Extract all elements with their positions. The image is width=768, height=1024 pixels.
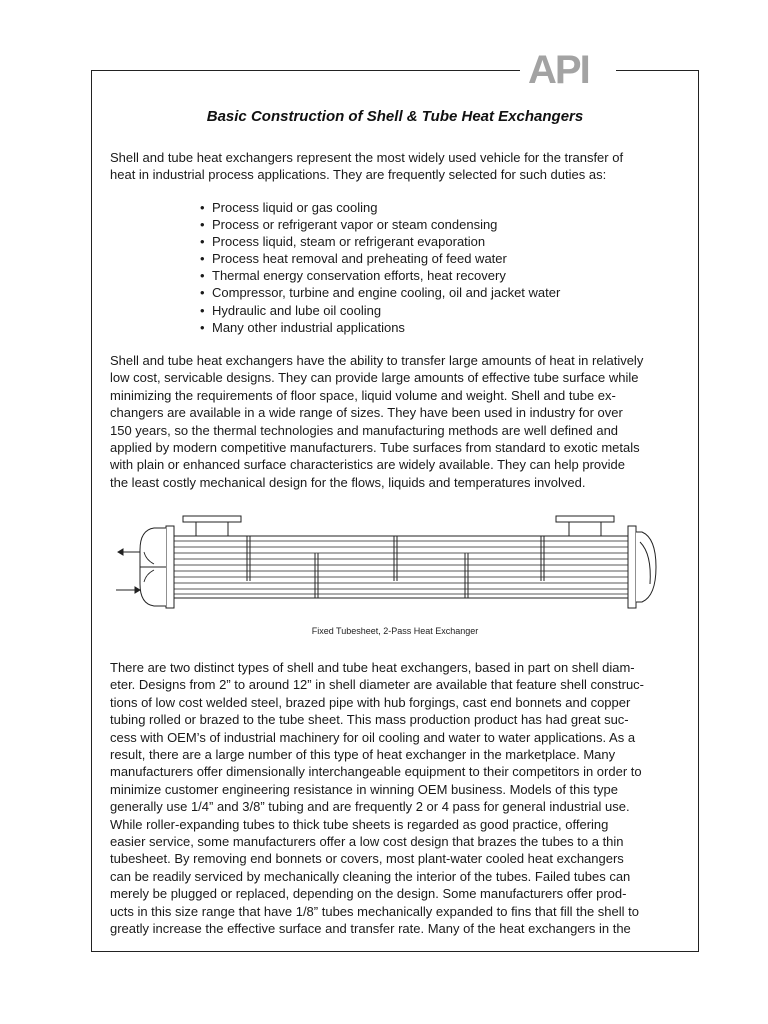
list-item: • Hydraulic and lube oil cooling — [200, 302, 560, 319]
list-item: • Compressor, turbine and engine cooling, oil and jacket water — [200, 284, 560, 301]
text-line: low cost, servicable designs. They can provide large amounts of effective tube surface while — [110, 370, 639, 386]
text-line: manufacturers offer dimensionally interchangeable equipment to their competitors in order to — [110, 764, 642, 780]
text-line: cess with OEM’s of industrial machinery for oil cooling and water to water applications. As a — [110, 729, 636, 745]
heat-exchanger-diagram — [110, 508, 660, 620]
text-line: heat in industrial process applications. They are frequently selected for such duties as: — [110, 167, 607, 183]
outlet-nozzle-neck — [569, 522, 601, 536]
text-line: tubing rolled or brazed to the tube sheet. This mass production product has had great suc- — [110, 712, 629, 728]
text-line: eter. Designs from 2” to around 12” in shell diameter are available that feature shell construc- — [110, 677, 644, 693]
text-line: result, there are a large number of this type of heat exchanger in the marketplace. Many — [110, 747, 616, 763]
list-item: • Thermal energy conservation efforts, heat recovery — [200, 267, 560, 284]
outlet-nozzle — [556, 516, 614, 522]
text-line: generally use 1/4” and 3/8” tubing and are frequently 2 or 4 pass for general industrial use. — [110, 799, 630, 815]
text-line: applied by modern competitive manufacturers. Tube surfaces from standard to exotic metals — [110, 440, 640, 456]
text-line: Shell and tube heat exchangers have the ability to transfer large amounts of heat in relatively — [110, 353, 644, 368]
right-bonnet — [636, 532, 656, 602]
inlet-nozzle — [183, 516, 241, 522]
text-line: changers are available in a wide range of sizes. They have been used in industry for over — [110, 405, 623, 421]
list-item: • Process or refrigerant vapor or steam condensing — [200, 216, 560, 233]
text-line: the least costly mechanical design for the flows, liquids and temperatures involved. — [110, 474, 586, 490]
text-line: tubesheet. By removing end bonnets or covers, most plant-water cooled heat exchangers — [110, 851, 624, 867]
text-line: can be readily serviced by mechanically cleaning the interior of the tubes. Failed tubes can — [110, 868, 631, 884]
inlet-nozzle-neck — [196, 522, 228, 536]
list-item: • Process liquid or gas cooling — [200, 199, 560, 216]
text-line: While roller-expanding tubes to thick tube sheets is regarded as good practice, offering — [110, 816, 609, 832]
text-line: 150 years, so the thermal technologies and manufacturing methods are well defined and — [110, 422, 619, 438]
duty-list — [200, 199, 560, 336]
text-line: easier service, some manufacturers offer a low cost design that brazes the tubes to a thin — [110, 834, 624, 850]
text-line: Shell and tube heat exchangers represent the most widely used vehicle for the transfer of — [110, 150, 624, 165]
intro-paragraph — [110, 149, 690, 184]
right-tubesheet — [628, 526, 636, 608]
text-line: ucts in this size range that have 1/8” tubes mechanically expanded to fins that fill the shell to — [110, 903, 639, 919]
left-tubesheet — [166, 526, 174, 608]
text-line: greatly increase the effective surface and transfer rate. Many of the heat exchangers in the — [110, 921, 631, 937]
list-item: • Many other industrial applications — [200, 319, 560, 336]
api-logo: API — [528, 48, 589, 92]
text-line: tions of low cost welded steel, brazed pipe with hub forgings, cast end bonnets and copper — [110, 694, 631, 710]
paragraph-advantages — [110, 352, 690, 491]
list-item: • Process liquid, steam or refrigerant evaporation — [200, 233, 560, 250]
text-line: with plain or enhanced surface characteristics are widely available. They can help provide — [110, 457, 625, 473]
text-line: There are two distinct types of shell and tube heat exchangers, based in part on shell diam- — [110, 660, 635, 675]
paragraph-types — [110, 659, 690, 938]
diagram-caption: Fixed Tubesheet, 2-Pass Heat Exchanger — [311, 626, 479, 636]
text-line: merely be plugged or replaced, depending on the design. Some manufacturers offer prod- — [110, 886, 627, 902]
list-item: • Process heat removal and preheating of feed water — [200, 250, 560, 267]
page-title: Basic Construction of Shell & Tube Heat Exchangers — [206, 108, 584, 125]
text-line: minimizing the requirements of floor space, liquid volume and weight. Shell and tube ex- — [110, 387, 616, 403]
text-line: minimize customer engineering resistance in winning OEM business. Models of this type — [110, 781, 618, 797]
